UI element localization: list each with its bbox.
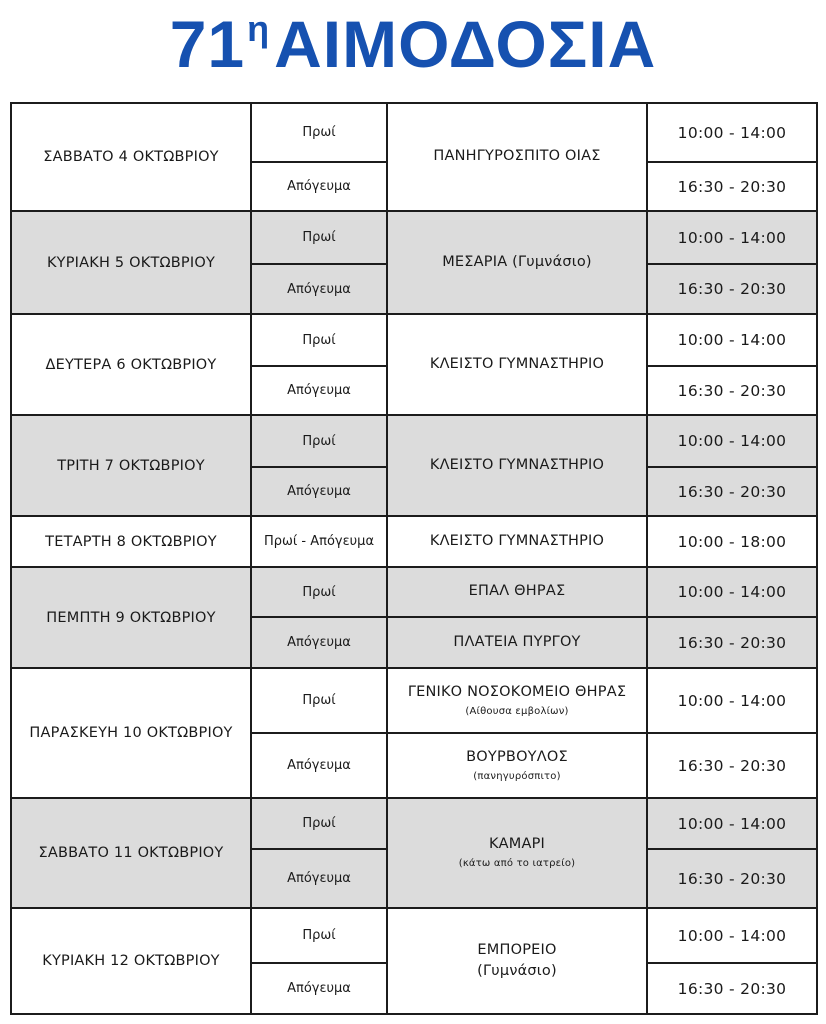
day-cell [10, 907, 252, 1015]
day-cell [10, 515, 252, 568]
time-label: 10:00 - 18:00 [677, 532, 787, 551]
time-label: 10:00 - 14:00 [677, 123, 787, 142]
location-name: ΚΛΕΙΣΤΟ ΓΥΜΝΑΣΤΗΡΙΟ [429, 532, 605, 549]
location-note: (κάτω από το ιατρείο) [458, 858, 576, 870]
period-label: Πρωί [302, 816, 336, 831]
time-cell [646, 263, 818, 315]
time-cell [646, 210, 818, 265]
location-name: ΕΠΑΛ ΘΗΡΑΣ [468, 583, 566, 600]
location-name: ΒΟΥΡΒΟΥΛΟΣ [466, 748, 568, 765]
time-cell [646, 907, 818, 964]
time-label: 10:00 - 14:00 [677, 331, 787, 349]
location-cell [386, 414, 648, 517]
location-name: ΠΛΑΤΕΙΑ ΠΥΡΓΟΥ [453, 633, 581, 650]
location-cell [386, 102, 648, 212]
location-name: ΚΛΕΙΣΤΟ ΓΥΜΝΑΣΤΗΡΙΟ [429, 456, 605, 473]
time-cell [646, 797, 818, 850]
period-cell [250, 962, 388, 1015]
location-note: (πανηγυρόσπιτο) [473, 770, 561, 782]
day-cell [10, 102, 252, 212]
period-cell [250, 732, 388, 799]
day-label: ΣΑΒΒΑΤΟ 11 ΟΚΤΩΒΡΙΟΥ [38, 845, 224, 861]
location-name: ΚΑΜΑΡΙ [488, 836, 546, 853]
period-label: Απόγευμα [287, 635, 351, 650]
period-label: Πρωί [302, 332, 336, 348]
day-cell [10, 210, 252, 315]
location-cell [386, 515, 648, 568]
location-cell [386, 210, 648, 315]
day-label: ΚΥΡΙΑΚΗ 5 ΟΚΤΩΒΡΙΟΥ [46, 254, 216, 271]
time-cell [646, 515, 818, 568]
period-cell [250, 313, 388, 367]
period-cell [250, 515, 388, 568]
period-cell [250, 365, 388, 416]
day-cell [10, 313, 252, 416]
period-label: Πρωί [302, 230, 336, 245]
time-cell [646, 962, 818, 1015]
time-label: 16:30 - 20:30 [677, 177, 787, 196]
time-cell [646, 566, 818, 618]
time-label: 16:30 - 20:30 [677, 756, 787, 775]
day-label: ΠΕΜΠΤΗ 9 ΟΚΤΩΒΡΙΟΥ [46, 609, 216, 626]
period-cell [250, 667, 388, 734]
time-cell [646, 313, 818, 367]
time-cell [646, 667, 818, 734]
day-cell [10, 667, 252, 799]
day-label: ΤΕΤΑΡΤΗ 8 ΟΚΤΩΒΡΙΟΥ [45, 533, 217, 550]
period-cell [250, 848, 388, 909]
location-name: ΚΛΕΙΣΤΟ ΓΥΜΝΑΣΤΗΡΙΟ [429, 355, 605, 372]
time-label: 10:00 - 14:00 [677, 691, 787, 710]
location-name: ΠΑΝΗΓΥΡΟΣΠΙΤΟ ΟΙΑΣ [433, 148, 601, 165]
time-cell [646, 365, 818, 416]
period-cell [250, 161, 388, 212]
period-label: Πρωί [302, 928, 336, 943]
day-label: ΚΥΡΙΑΚΗ 12 ΟΚΤΩΒΡΙΟΥ [42, 953, 220, 969]
period-cell [250, 263, 388, 315]
period-label: Πρωί - Απόγευμα [263, 534, 375, 549]
period-cell [250, 566, 388, 618]
period-cell [250, 797, 388, 850]
location-cell [386, 566, 648, 618]
time-label: 16:30 - 20:30 [677, 633, 787, 652]
period-label: Απόγευμα [287, 981, 351, 996]
time-label: 10:00 - 14:00 [677, 583, 787, 601]
location-cell [386, 732, 648, 799]
period-label: Πρωί [302, 433, 336, 449]
period-label: Πρωί [302, 125, 336, 140]
time-label: 16:30 - 20:30 [677, 869, 787, 888]
time-label: 10:00 - 14:00 [677, 228, 787, 247]
location-name: ΜΕΣΑΡΙΑ (Γυμνάσιο) [442, 253, 592, 270]
title-superscript: η [247, 8, 271, 49]
time-label: 10:00 - 14:00 [677, 432, 787, 450]
period-label: Απόγευμα [287, 281, 351, 297]
location-cell [386, 313, 648, 416]
location-name: ΓΕΝΙΚΟ ΝΟΣΟΚΟΜΕΙΟ ΘΗΡΑΣ [407, 683, 627, 700]
day-label: ΔΕΥΤΕΡΑ 6 ΟΚΤΩΒΡΙΟΥ [45, 356, 217, 373]
period-label: Απόγευμα [287, 871, 351, 886]
time-label: 10:00 - 14:00 [677, 926, 787, 945]
location-cell [386, 616, 648, 669]
period-cell [250, 616, 388, 669]
period-label: Απόγευμα [287, 179, 351, 194]
day-cell [10, 566, 252, 669]
time-label: 16:30 - 20:30 [677, 280, 787, 298]
period-label: Απόγευμα [287, 758, 351, 773]
day-label: ΣΑΒΒΑΤΟ 4 ΟΚΤΩΒΡΙΟΥ [43, 149, 219, 165]
day-label: ΤΡΙΤΗ 7 ΟΚΤΩΒΡΙΟΥ [57, 457, 205, 474]
period-label: Απόγευμα [287, 383, 351, 398]
period-cell [250, 907, 388, 964]
period-label: Πρωί [302, 693, 336, 708]
period-label: Απόγευμα [287, 484, 351, 499]
day-label: ΠΑΡΑΣΚΕΥΗ 10 ΟΚΤΩΒΡΙΟΥ [29, 725, 233, 741]
time-cell [646, 466, 818, 517]
location-note: (Γυμνάσιο) [477, 962, 557, 979]
time-cell [646, 161, 818, 212]
time-cell [646, 848, 818, 909]
time-cell [646, 732, 818, 799]
period-cell [250, 102, 388, 163]
location-name: ΕΜΠΟΡΕΙΟ [477, 941, 557, 958]
title-number: 71 [169, 7, 246, 81]
period-cell [250, 414, 388, 468]
location-cell [386, 797, 648, 909]
location-note: (Αίθουσα εμβολίων) [465, 705, 569, 717]
time-label: 10:00 - 14:00 [677, 814, 787, 833]
period-cell [250, 210, 388, 265]
day-cell [10, 797, 252, 909]
day-cell [10, 414, 252, 517]
time-cell [646, 616, 818, 669]
time-cell [646, 102, 818, 163]
time-label: 16:30 - 20:30 [677, 482, 787, 501]
period-label: Πρωί [302, 584, 336, 600]
location-cell [386, 667, 648, 734]
time-label: 16:30 - 20:30 [677, 381, 787, 400]
period-cell [250, 466, 388, 517]
time-cell [646, 414, 818, 468]
title-text: ΑΙΜΟΔΟΣΙΑ [274, 7, 657, 81]
location-cell [386, 907, 648, 1015]
time-label: 16:30 - 20:30 [677, 979, 787, 998]
